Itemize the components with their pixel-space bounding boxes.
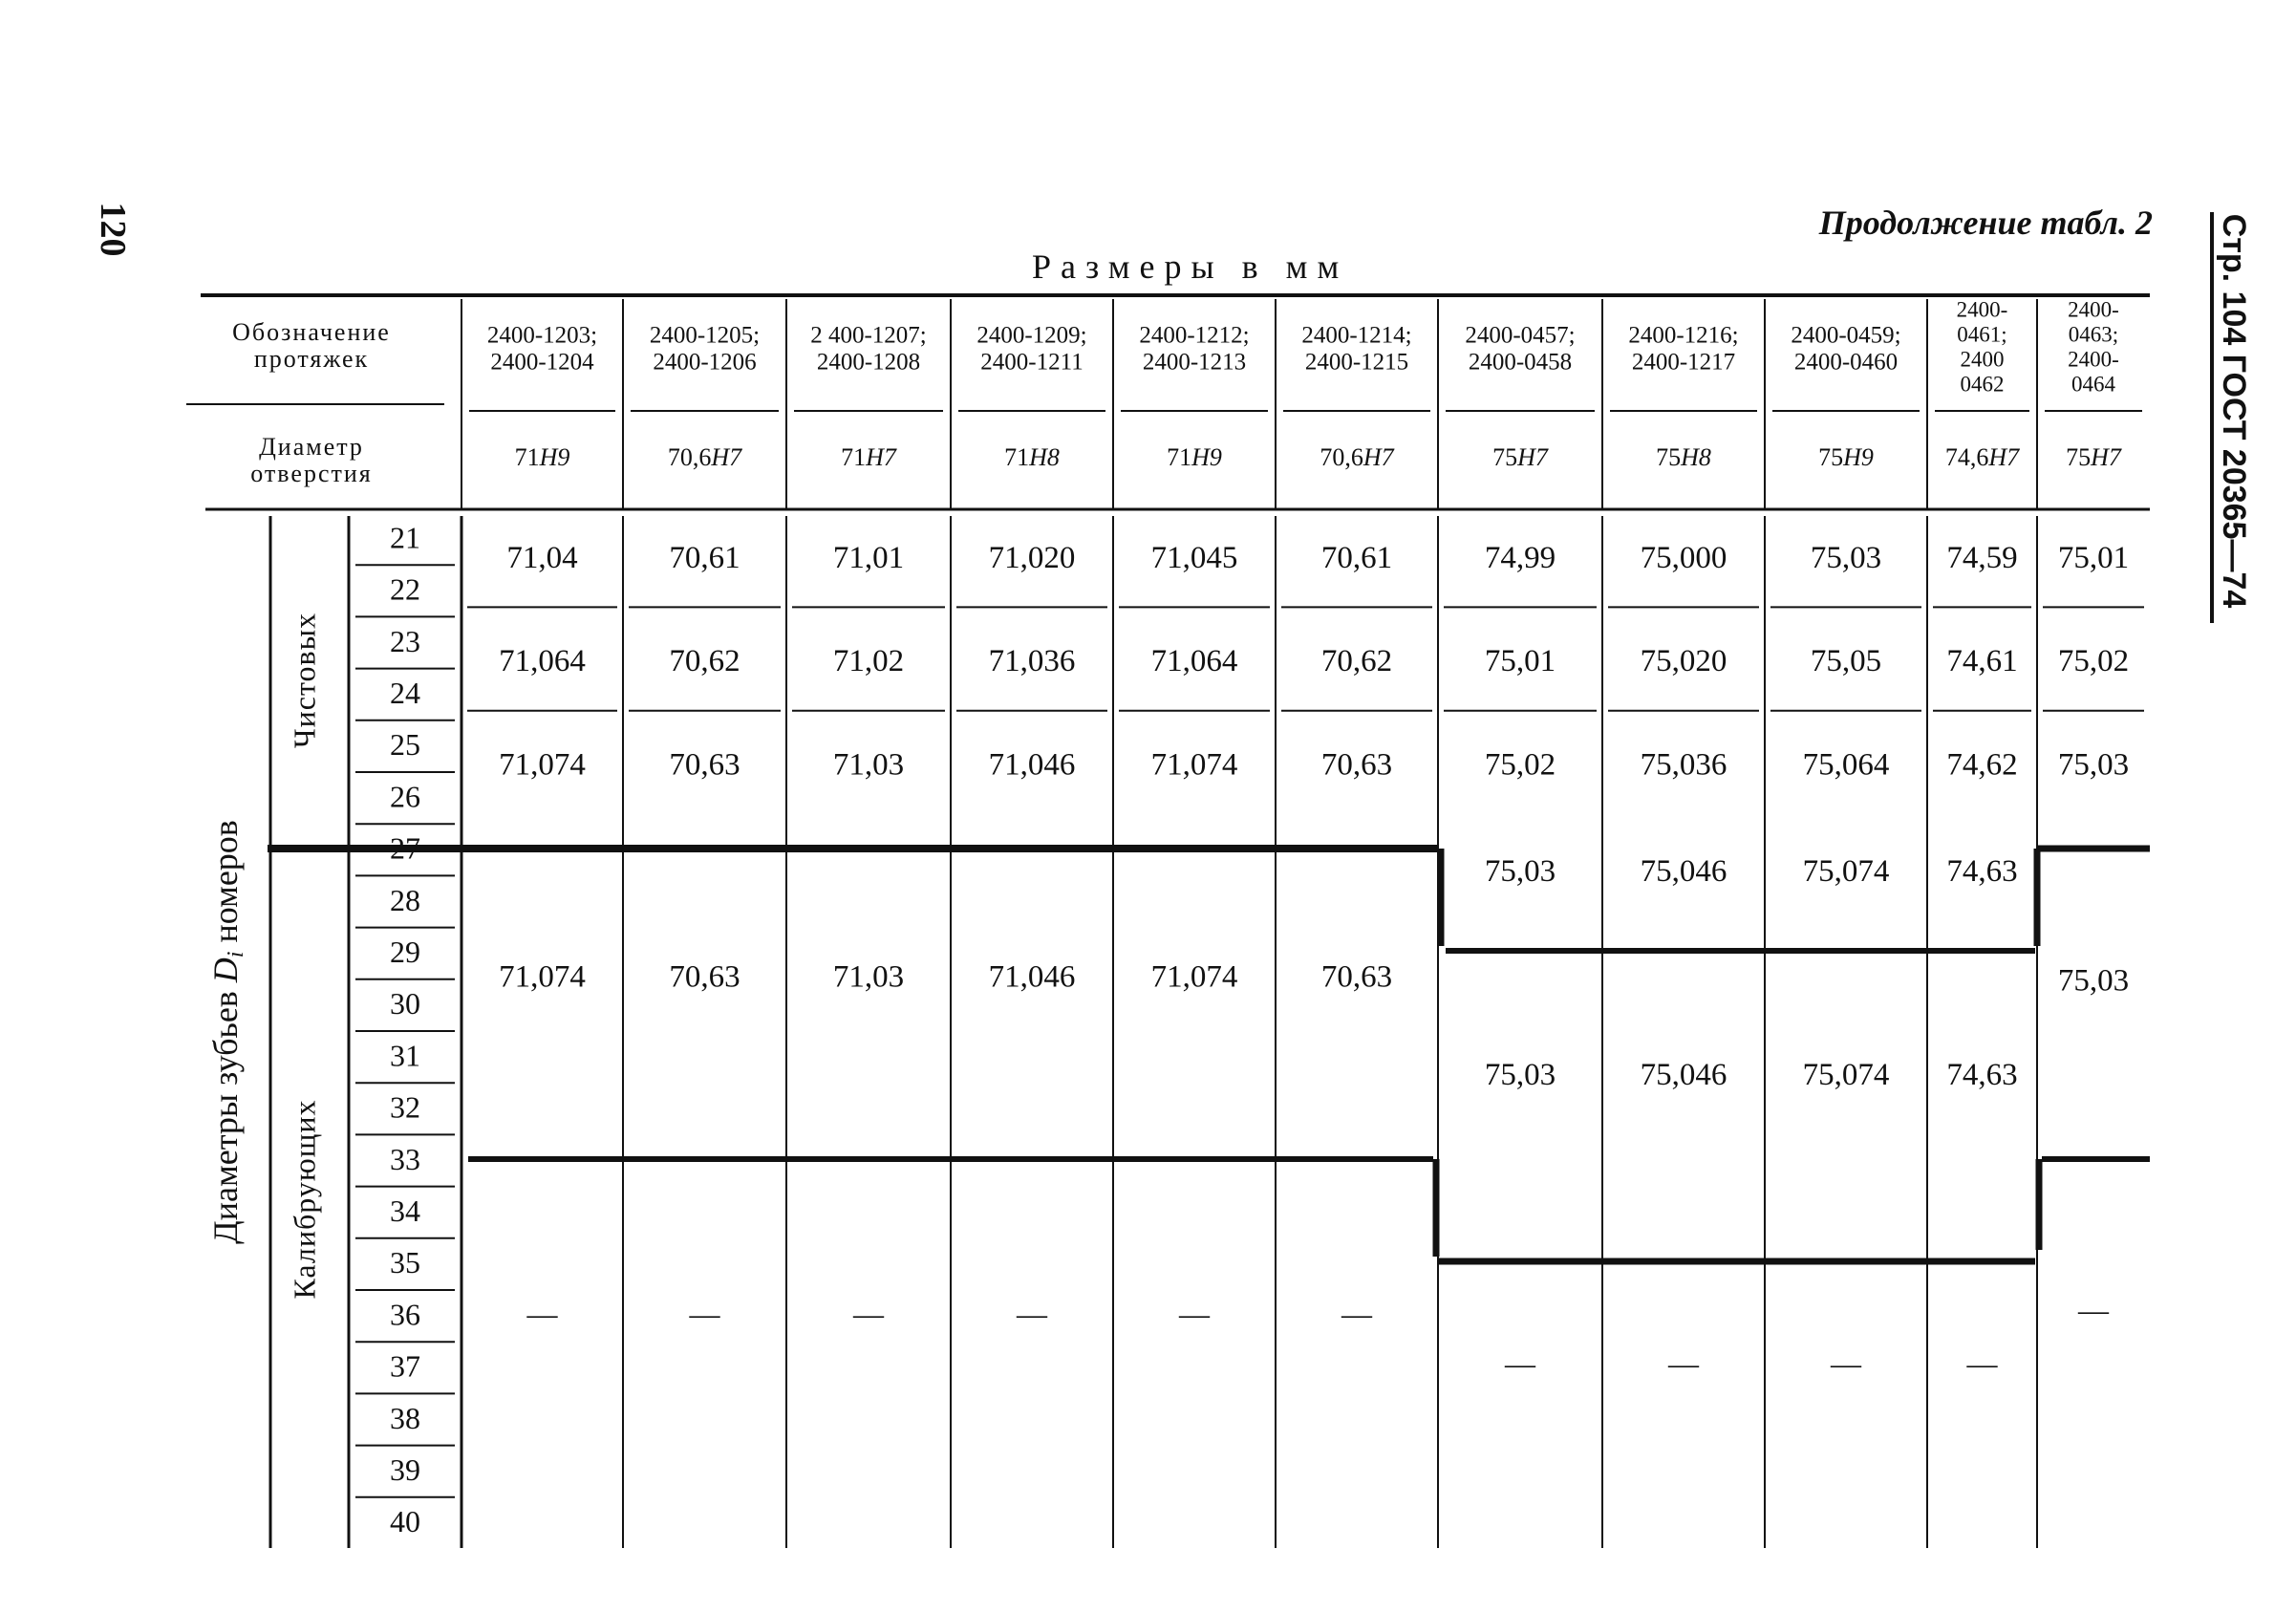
- column-designation: 2400-1214;: [1301, 322, 1412, 349]
- cell-value: 71,064: [499, 644, 586, 679]
- row-number: 26: [390, 779, 420, 814]
- cell-value: 71,03: [832, 959, 905, 995]
- row-number: 33: [390, 1141, 420, 1176]
- column-designation: 2400-: [1956, 297, 2008, 322]
- cell-value: 71,046: [988, 959, 1076, 995]
- empty-value-dash: —: [1341, 1296, 1372, 1331]
- empty-value-dash: —: [1966, 1345, 1998, 1381]
- empty-value-dash: —: [1831, 1345, 1861, 1381]
- designation-header-label: протяжек: [253, 344, 370, 373]
- row-number: 34: [390, 1194, 420, 1229]
- cell-value: 71,036: [988, 644, 1076, 679]
- column-designation: 2400-0460: [1793, 349, 1899, 376]
- cell-value: 75,01: [1484, 644, 1556, 679]
- cell-value: 75,02: [1484, 747, 1556, 783]
- cell-value: 70,62: [669, 644, 740, 679]
- column-designation: 2 400-1207;: [810, 322, 927, 349]
- cell-value: 71,01: [832, 540, 905, 575]
- column-designation: 0464: [2071, 372, 2115, 397]
- cell-value: 75,01: [2057, 540, 2130, 575]
- page-number: 120: [93, 202, 133, 257]
- empty-value-dash: —: [689, 1296, 720, 1331]
- cell-value: 74,62: [1946, 747, 2018, 783]
- cell-value: 70,61: [669, 540, 740, 575]
- units-caption: Размеры в мм: [1032, 247, 1349, 286]
- column-diameter: 75H8: [1656, 442, 1711, 471]
- column-designation: 2400-1203;: [486, 322, 598, 349]
- cell-value: 75,03: [1484, 853, 1556, 889]
- row-number: 23: [390, 623, 420, 658]
- row-number: 28: [390, 882, 420, 917]
- row-number: 35: [390, 1245, 420, 1280]
- cell-value: 75,000: [1640, 540, 1727, 575]
- cell-value: 71,04: [506, 540, 578, 575]
- cell-value: 75,05: [1810, 644, 1882, 679]
- empty-value-dash: —: [853, 1296, 884, 1331]
- cell-value: 75,03: [2057, 963, 2130, 999]
- side-header: Стр. 104 ГОСТ 20365—74: [2216, 213, 2252, 609]
- row-number: 25: [390, 727, 420, 763]
- cell-value: 70,63: [1320, 959, 1393, 995]
- empty-value-dash: —: [1017, 1296, 1047, 1331]
- column-designation: 2400-0457;: [1465, 322, 1576, 349]
- cell-value: 71,046: [988, 747, 1076, 783]
- row-number: 22: [390, 571, 420, 607]
- cell-value: 74,59: [1946, 540, 2018, 575]
- empty-value-dash: —: [1179, 1296, 1210, 1331]
- row-number: 27: [390, 830, 420, 866]
- column-designation: 2400-: [2068, 297, 2119, 322]
- column-diameter: 71H9: [514, 442, 570, 471]
- column-designation: 2400-0459;: [1791, 322, 1901, 349]
- column-diameter: 71H7: [841, 442, 896, 471]
- column-designation: 2400-: [2068, 347, 2119, 372]
- column-diameter: 71H8: [1004, 442, 1060, 471]
- column-diameter: 75H7: [1492, 442, 1548, 471]
- cell-value: 71,045: [1150, 540, 1238, 575]
- column-designation: 2400: [1960, 347, 2005, 372]
- cell-value: 70,63: [669, 747, 740, 783]
- cell-value: 70,63: [1320, 747, 1393, 783]
- empty-value-dash: —: [2078, 1292, 2109, 1327]
- column-designation: 2400-1211: [980, 349, 1084, 376]
- cell-value: 75,03: [1810, 540, 1882, 575]
- cell-value: 75,046: [1640, 853, 1727, 889]
- calibrating-label: Калибрующих: [287, 1099, 322, 1300]
- cell-value: 74,63: [1946, 853, 2018, 889]
- cell-value: 75,03: [1484, 1057, 1556, 1092]
- cell-value: 74,61: [1946, 644, 2018, 679]
- cell-value: 75,020: [1640, 644, 1727, 679]
- row-number: 24: [390, 676, 420, 711]
- group-label: Диаметры зубьев $D_i$ номеров: [206, 820, 248, 1244]
- column-diameter: 70,6H7: [667, 442, 742, 471]
- cell-value: 70,62: [1320, 644, 1393, 679]
- column-designation: 0463;: [2068, 322, 2119, 347]
- diameter-header-label: отверстия: [250, 459, 373, 487]
- row-number: 38: [390, 1400, 420, 1435]
- designation-header-label: Обозначение: [232, 317, 391, 346]
- row-number: 21: [390, 520, 420, 555]
- row-number: 39: [390, 1452, 420, 1488]
- cell-value: 75,03: [2057, 747, 2130, 783]
- column-designation: 2400-1209;: [976, 322, 1087, 349]
- diameter-header-label: Диаметр: [259, 432, 364, 461]
- cell-value: 75,02: [2057, 644, 2130, 679]
- column-designation: 2400-1208: [816, 349, 921, 376]
- cell-value: 75,074: [1802, 853, 1890, 889]
- column-designation: 2400-0458: [1468, 349, 1573, 376]
- row-number: 31: [390, 1038, 420, 1073]
- cell-value: 75,064: [1802, 747, 1890, 783]
- column-designation: 0462: [1960, 372, 2005, 397]
- column-diameter: 75H9: [1818, 442, 1874, 471]
- empty-value-dash: —: [526, 1296, 558, 1331]
- column-designation: 2400-1212;: [1139, 322, 1250, 349]
- cell-value: 71,074: [1150, 747, 1238, 783]
- column-designation: 0461;: [1957, 322, 2007, 347]
- column-designation: 2400-1205;: [649, 322, 761, 349]
- table-continuation-caption: Продолжение табл. 2: [1818, 204, 2153, 242]
- row-number: 40: [390, 1504, 420, 1539]
- column-diameter: 75H7: [2066, 442, 2121, 471]
- column-designation: 2400-1217: [1631, 349, 1736, 376]
- cell-value: 71,074: [499, 959, 586, 995]
- column-designation: 2400-1204: [490, 349, 594, 376]
- column-diameter: 74,6H7: [1944, 442, 2020, 471]
- cell-value: 71,074: [499, 747, 586, 783]
- cell-value: 75,074: [1802, 1057, 1890, 1092]
- cell-value: 71,020: [988, 540, 1076, 575]
- cell-value: 71,064: [1150, 644, 1238, 679]
- column-designation: 2400-1206: [653, 349, 757, 376]
- cell-value: 71,03: [832, 747, 905, 783]
- cell-value: 70,61: [1320, 540, 1393, 575]
- row-number: 37: [390, 1348, 420, 1384]
- cell-value: 71,074: [1150, 959, 1238, 995]
- column-designation: 2400-1216;: [1628, 322, 1739, 349]
- column-designation: 2400-1213: [1142, 349, 1247, 376]
- cell-value: 71,02: [832, 644, 905, 679]
- cell-value: 75,036: [1640, 747, 1727, 783]
- row-number: 36: [390, 1297, 420, 1332]
- finishing-label: Чистовых: [287, 612, 322, 749]
- row-number: 29: [390, 935, 420, 970]
- empty-value-dash: —: [1505, 1345, 1535, 1381]
- row-number: 30: [390, 986, 420, 1022]
- column-diameter: 71H9: [1167, 442, 1222, 471]
- cell-value: 74,63: [1946, 1057, 2018, 1092]
- empty-value-dash: —: [1668, 1345, 1699, 1381]
- cell-value: 70,63: [669, 959, 740, 995]
- cell-value: 75,046: [1640, 1057, 1727, 1092]
- column-designation: 2400-1215: [1304, 349, 1409, 376]
- column-diameter: 70,6H7: [1320, 442, 1394, 471]
- row-number: 32: [390, 1089, 420, 1125]
- cell-value: 74,99: [1484, 540, 1556, 575]
